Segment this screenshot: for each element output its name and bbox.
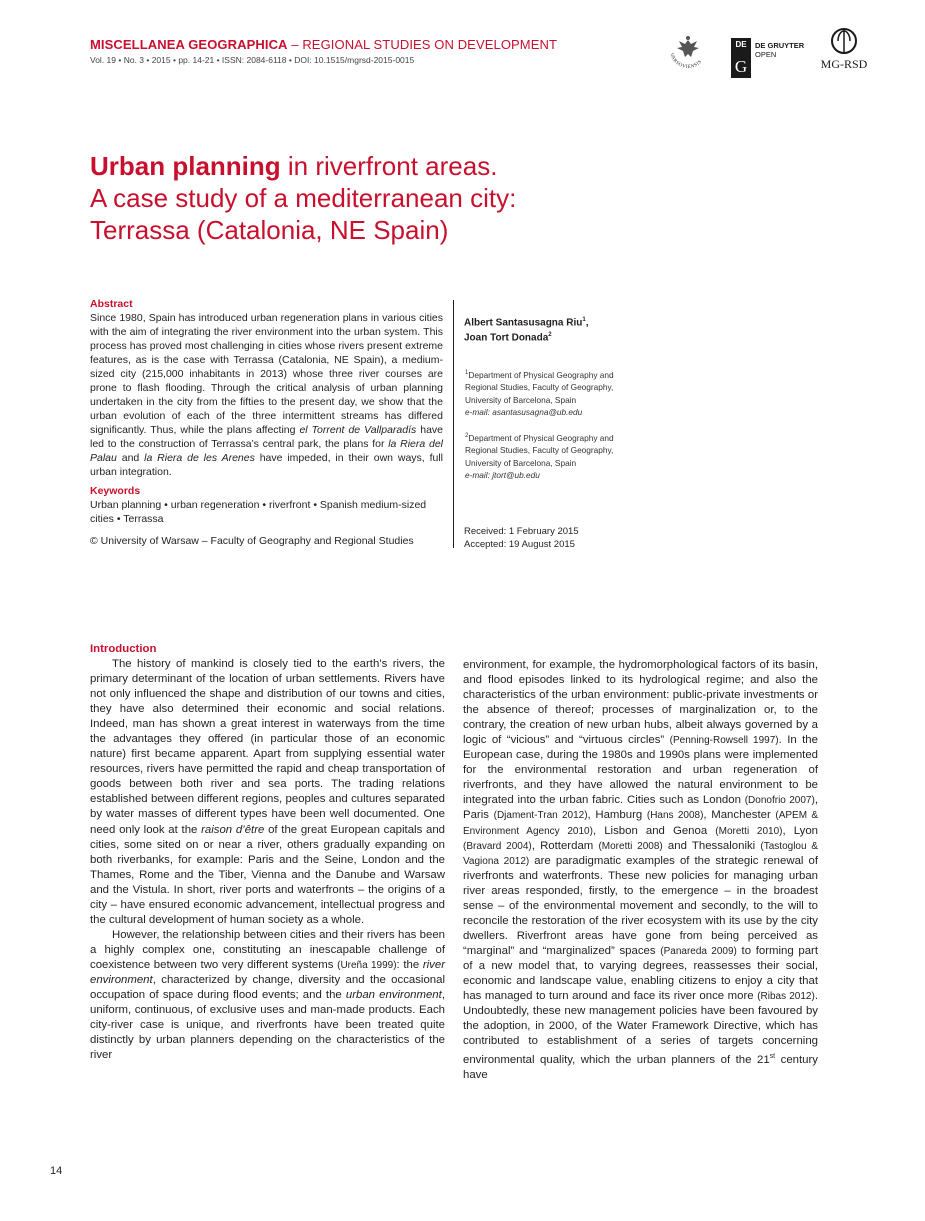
citation: (Djament-Tran 2012) (493, 810, 588, 822)
paragraph-text: and Thessaloniki (662, 839, 761, 852)
abstract-text-part: and (116, 452, 145, 464)
affiliation-line: Regional Studies, Faculty of Geography, (465, 382, 614, 393)
affiliation-dept-text: Department of Physical Geography and (468, 432, 614, 443)
de-gruyter-logo-mark (731, 38, 751, 78)
citation: (Bravard 2004) (463, 840, 532, 852)
dg-mark-bottom: G (734, 57, 748, 76)
abstract-italic-place: la Riera de les Arenes (144, 452, 255, 464)
affiliation-email: e-mail: asantasusagna@ub.edu (465, 407, 583, 418)
eagle-emblem-icon (677, 36, 699, 57)
abstract-text (90, 311, 443, 479)
seal-text-top (664, 24, 703, 26)
title-line-1-rest: in riverfront areas. (280, 151, 498, 181)
ordinal-suffix: st (769, 1053, 776, 1061)
citation: (Moretti 2008) (598, 840, 663, 852)
citation: (Ureña 1999) (337, 959, 397, 971)
affiliation-dept (465, 367, 625, 381)
paragraph-text: However, the relationship between cities and their rivers has been a highly complex one, constituting an inescapable challenge of coexistence between two very different systems (90, 928, 445, 971)
author-2 (464, 329, 624, 344)
affiliation-line: Regional Studies, Faculty of Geography, (465, 445, 614, 456)
paragraph-text: : the (396, 958, 423, 971)
paragraph-text: , Lisbon and Genoa (592, 824, 716, 837)
citation: (Tastoglou & Vagiona 2012) (463, 840, 819, 867)
journal-name-subtitle: – REGIONAL STUDIES ON DEVELOPMENT (287, 37, 558, 52)
title-line-3: Terrassa (Catalonia, NE Spain) (90, 215, 449, 245)
journal-name-bold: MISCELLANEA GEOGRAPHICA (90, 37, 288, 52)
author-2-sup: 2 (548, 332, 552, 339)
page-number: 14 (50, 1165, 63, 1177)
citation: (Panareda 2009) (660, 945, 737, 957)
paragraph-text: , characterized by change, diversity and the occasional occupation of space during flood events; and the (90, 973, 445, 1002)
paragraph-text: , Rotterdam (531, 839, 599, 852)
title-line-1 (90, 150, 730, 182)
paragraph-text: environment, for example, the hydromorphological factors of its basin, and flood episodes linked to its hydrological regime; and also the characteristics of the urban environment: public-private investments or the absence of thereof; processes of marginalization or, to the contrary, the creation of new urban hubs, albeit always governed by a logic of “vicious” and “virtuous circles” (463, 659, 818, 747)
author-list (464, 314, 624, 345)
abstract-italic-place: la Riera del Palau (90, 438, 443, 464)
affiliation-line: University of Barcelona, Spain (465, 394, 577, 405)
paragraph-text: of the great European capitals and cities, some sited on or near a river, others gradually expanding on both riverbanks, for example: Paris and the Seine, London and the Thames, Rome and the Tiber, Vienna and the Danube and Warsaw and the Vistula. In short, river ports and waterfronts – the origins of a city – have ensured economic advancement, intellectual progress and the cultural development of human society as a whole. (90, 823, 446, 926)
author-separator: , (585, 317, 589, 329)
received-date: Received: 1 February 2015 (464, 526, 579, 537)
citation: (Donofrio 2007) (744, 795, 815, 807)
dg-name: DE GRUYTER (755, 41, 805, 50)
introduction-heading: Introduction (90, 643, 157, 655)
citation: (Penning-Rowsell 1997) (669, 735, 779, 747)
university-warsaw-logo (664, 24, 712, 76)
affiliation-line: University of Barcelona, Spain (465, 457, 577, 468)
journal-metadata: Vol. 19 • No. 3 • 2015 • pp. 14-21 • ISSN: 2084-6118 • DOI: 10.1515/mgrsd-2015-0015 (90, 55, 415, 65)
affiliation-dept (465, 430, 625, 444)
mgrsd-label: MG-RSD (820, 57, 868, 71)
citation: (Moretti 2010) (715, 825, 783, 837)
affiliation-email: e-mail: jtort@ub.edu (465, 470, 540, 481)
journal-name (90, 37, 557, 52)
citation: (Ribas 2012) (757, 991, 815, 1003)
intro-paragraph-1 (90, 657, 445, 928)
paragraph-text: , Paris (463, 794, 818, 822)
paragraph-text: , Hamburg (587, 809, 647, 822)
author-1-name: Albert Santasusagna Riu (464, 317, 583, 329)
abstract-text-part: have led to the construction of Terrassa’s central park, the plans for (90, 424, 443, 450)
affiliation-dept-text: Department of Physical Geography and (468, 369, 614, 380)
author-1-sup: 1 (582, 317, 586, 323)
title-bold: Urban planning (90, 151, 281, 181)
mg-rsd-logo (815, 27, 873, 75)
paragraph-text: . Undoubtedly, these new management policies have been favoured by the adoption, in 2000, of the Water Framework Directive, which has contributed to establishment of a series of targets concerning environmental quality, which the urban planners of the 21 (463, 990, 818, 1067)
body-column-right (463, 658, 818, 1083)
author-2-name: Joan Tort Donada (464, 332, 549, 344)
seal-text-bottom: VARSOVIENSIS (668, 52, 704, 71)
paragraph-text: , Lyon (782, 824, 819, 837)
article-title (90, 150, 730, 246)
paragraph-text: to forming part of a new model that, to varying degrees, reassesses their social, economic and landscape value, enabling citizens to enjoy a city that has managed to turn around and face its river once more (463, 944, 818, 1003)
university-seal-icon (664, 24, 712, 76)
dg-sub: OPEN (755, 50, 777, 59)
publication-dates (464, 525, 664, 551)
title-line-2: A case study of a mediterranean city: (90, 183, 517, 213)
abstract-italic-place: el Torrent de Vallparadís (299, 424, 417, 436)
paragraph-text: century have (463, 1054, 818, 1082)
keywords-list: Urban planning • urban regeneration • riverfront • Spanish medium-sized cities • Terrassa (90, 499, 427, 525)
abstract-text-part: have impeded, in their own ways, full urban integration. (90, 452, 443, 478)
paragraph-text: , Manchester (703, 809, 776, 822)
column-divider (453, 300, 454, 548)
citation: (APEM & Environment Agency 2010) (463, 810, 818, 837)
paragraph-text: , uniform, continuous, of exclusive uses and man-made products. Each city-river case is unique, and riverfronts have been treated quite distinctly by urban planners depending on the characteristics of the river (90, 989, 445, 1062)
abstract-heading: Abstract (90, 298, 133, 310)
accepted-date: Accepted: 19 August 2015 (464, 539, 575, 550)
abstract-text-part: Since 1980, Spain has introduced urban regeneration plans in various cities with the aim of integrating the river environment into the urban system. This process has proved most challenging in cities whose rivers present extreme features, as is the case with Terrassa (Catalonia, NE Spain), a medium-sized city (215,000 inhabitants in 2013) whose three river courses are prone to flash flooding. Through the critical analysis of urban planning undertaken in the city from the fifties to the present day, we show that the urban evolution of each of the three intermittent streams has differed significantly. Thus, while the plans affecting (90, 312, 443, 436)
dg-mark-top: DE (735, 40, 747, 49)
de-gruyter-logo-text (755, 41, 804, 59)
paragraph-text: The history of mankind is closely tied to the earth’s rivers, the primary determinant of the location of urban settlements. Rivers have not only influenced the shape and distribution of our towns and cities, they have also determined their economic and social relations. Indeed, man has shown a great interest in waterways from the time the advantages they offered (in particular those of an economic nature) first became apparent. Apart from supplying essential water resources, rivers have permitted the rapid and cheap transportation of goods between both river and sea ports. The trading relations established between different regions, peoples and cultures separated by water masses of different types have been well documented. One need only look at the (90, 658, 445, 836)
affiliation-sup: 1 (465, 370, 469, 376)
affiliation-sup: 2 (465, 433, 469, 439)
abstract-section (90, 298, 443, 548)
intro-paragraph-2-continued (463, 658, 818, 1083)
paragraph-text: are paradigmatic examples of the strategic renewal of riverfronts and waterfronts. These new policies for managing urban river areas responded, firstly, to the emergence – in the broadest sense – of the environmental movement and secondly, to the will to reconcile the restoration of the river ecosystem with its use by the city dwellers. Riverfront areas have gone from being perceived as “marginal” and “marginalized” spaces (463, 854, 819, 957)
mgrsd-emblem-icon (815, 27, 873, 57)
intro-paragraph-2 (90, 928, 445, 1063)
author-1 (464, 314, 624, 329)
paragraph-italic: river environment (90, 958, 445, 986)
paragraph-italic: raison d’être (201, 823, 265, 836)
copyright-notice: © University of Warsaw – Faculty of Geography and Regional Studies (90, 535, 414, 547)
keywords-heading: Keywords (90, 485, 141, 497)
affiliation-1 (465, 367, 625, 419)
paragraph-italic: urban environment (345, 989, 442, 1002)
affiliation-2 (465, 430, 625, 482)
citation: (Hans 2008) (646, 810, 704, 822)
body-column-left (90, 642, 445, 1063)
paragraph-text: . In the European case, during the 1980s and 1990s plans were implemented for the environmental restoration and urban regeneration of riverfronts, and they have allowed the natural environment to be integrated into the urban fabric. Cities such as London (463, 734, 818, 807)
